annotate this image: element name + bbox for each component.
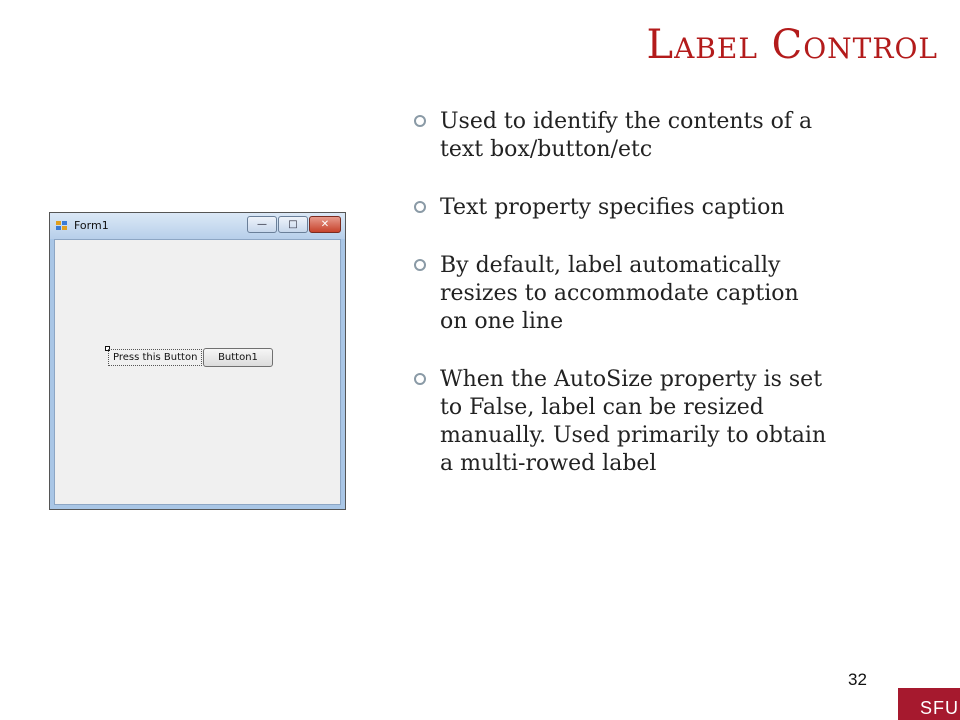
- bullet-item: [412, 194, 832, 222]
- bullet-text: Text property specifies caption: [440, 195, 785, 220]
- bullet-icon: [414, 115, 426, 127]
- sfu-logo: SFU: [898, 688, 960, 720]
- maximize-icon: □: [288, 218, 298, 230]
- bullet-text: When the AutoSize property is set to False, label can be resized manually. Used primarily to obtain a multi-rowed label: [440, 367, 827, 476]
- maximize-button[interactable]: [278, 216, 308, 233]
- window-controls: [246, 216, 341, 233]
- form-icon[interactable]: [56, 221, 68, 231]
- window-title: Form1: [74, 219, 109, 232]
- form-client-area: [54, 239, 341, 505]
- bullet-list: [412, 108, 832, 508]
- close-button[interactable]: [309, 216, 341, 233]
- form-window: [49, 212, 346, 510]
- bullet-item: [412, 252, 832, 336]
- bullet-icon: [414, 201, 426, 213]
- slide-title: Label Control: [646, 22, 938, 68]
- page-number: 32: [848, 670, 867, 689]
- bullet-text: By default, label automatically resizes to accommodate caption on one line: [440, 253, 799, 334]
- close-icon: ✕: [320, 218, 330, 230]
- bullet-icon: [414, 373, 426, 385]
- form-button[interactable]: Button1: [203, 348, 273, 367]
- bullet-icon: [414, 259, 426, 271]
- bullet-item: [412, 108, 832, 164]
- bullet-text: Used to identify the contents of a text box/button/etc: [440, 109, 813, 162]
- minimize-button[interactable]: [247, 216, 277, 233]
- window-titlebar[interactable]: [50, 213, 345, 239]
- form-label[interactable]: Press this Button: [108, 349, 202, 366]
- bullet-item: [412, 366, 832, 478]
- minimize-icon: —: [257, 218, 267, 230]
